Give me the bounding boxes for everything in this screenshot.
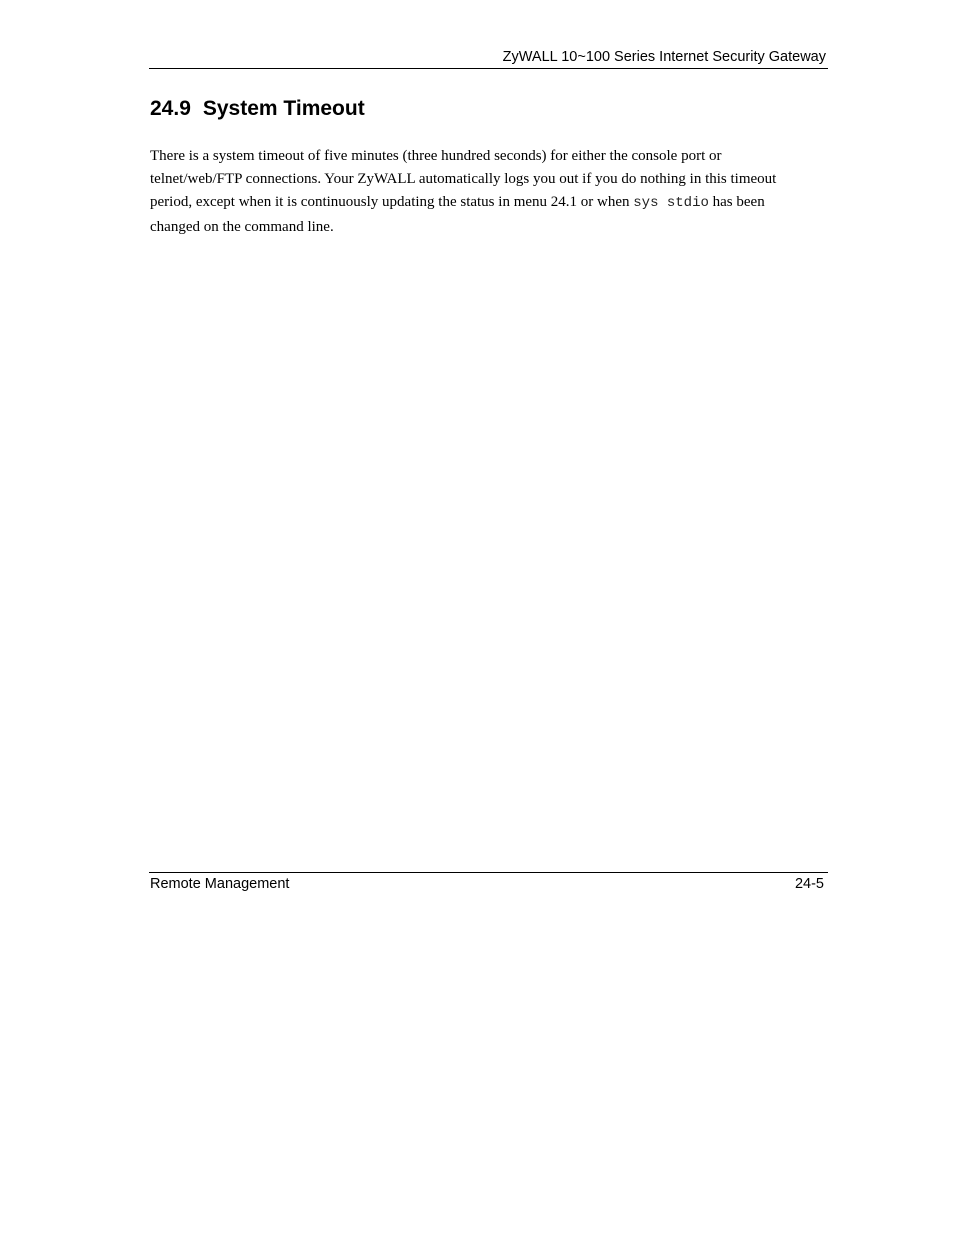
paragraph-line — [150, 191, 825, 215]
section-heading — [150, 97, 365, 121]
paragraph-text: has been — [708, 194, 765, 211]
paragraph-line: telnet/web/FTP connections. Your ZyWALL automatically logs you out if you do nothing in this timeout — [150, 171, 777, 188]
header-title: ZyWALL 10~100 Series Internet Security Gateway — [502, 49, 826, 65]
body-paragraph — [150, 145, 825, 239]
paragraph-line: There is a system timeout of five minutes (three hundred seconds) for either the console port or — [150, 148, 722, 164]
page-footer — [149, 872, 828, 897]
section-title: System Timeout — [202, 97, 365, 120]
section-number: 24.9 — [150, 97, 191, 120]
footer-page-number: 24-5 — [794, 876, 824, 892]
paragraph-text: period, except when it is continuously updating the status in menu 24.1 or when — [150, 194, 634, 211]
paragraph-line: changed on the command line. — [150, 218, 334, 235]
page-header — [149, 46, 828, 69]
inline-code: sys stdio — [633, 195, 709, 212]
footer-chapter-title: Remote Management — [150, 876, 290, 892]
